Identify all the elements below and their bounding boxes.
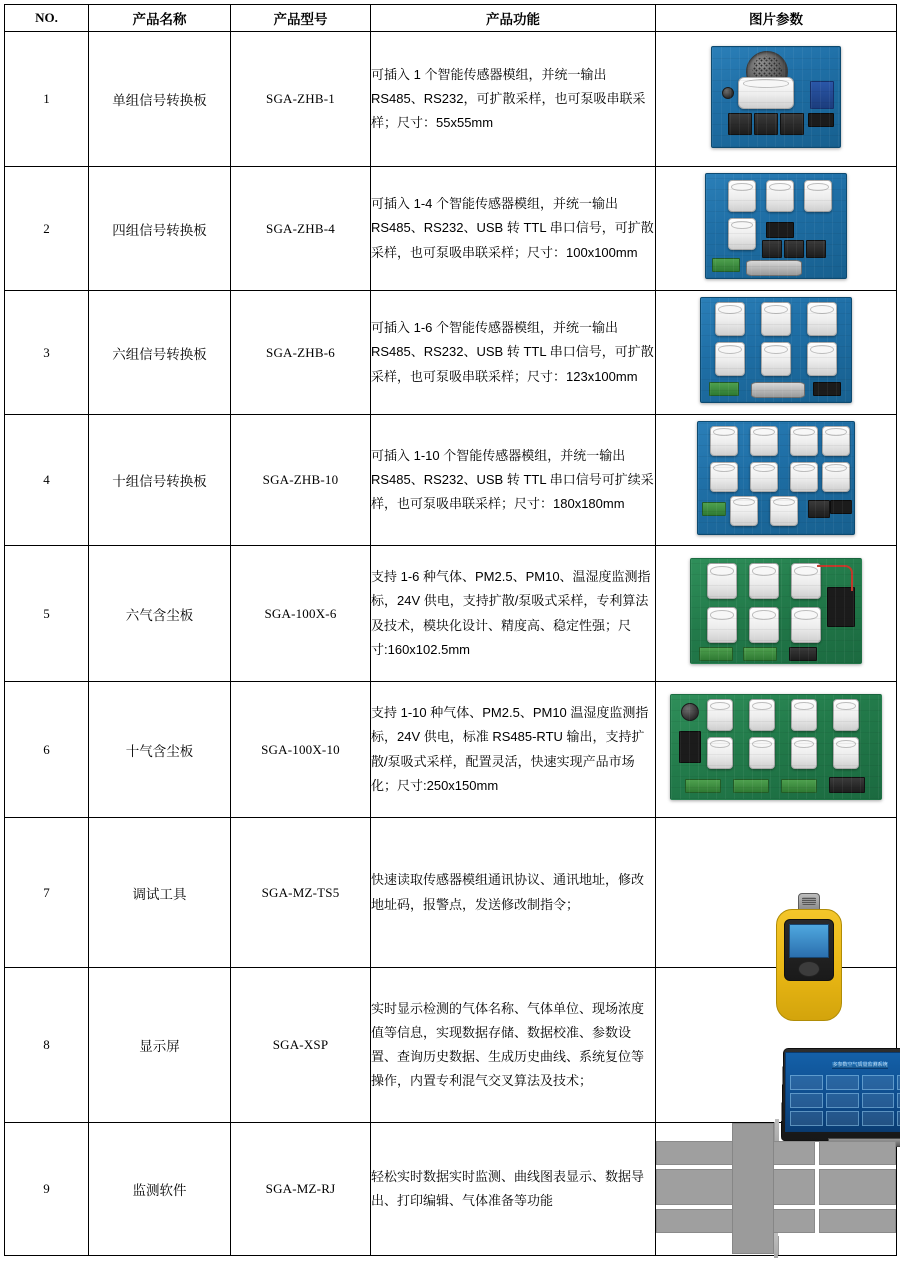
column-header-no: NO. [5, 5, 89, 32]
readout-cell [790, 1111, 823, 1126]
monitoring-software-screenshot-image [656, 1122, 896, 1255]
column-header-name: 产品名称 [89, 5, 231, 32]
row-product-function: 可插入 1-4 个智能传感器模组，并统一输出 RS485、RS232、USB 转 TTL 串口信号，可扩散采样，也可泵吸串联采样；尺寸：100x100mm [371, 167, 656, 291]
table-row [5, 968, 897, 1123]
single-channel-converter-board-image [711, 46, 841, 153]
row-product-function: 快速读取传感器模组通讯协议、通讯地址，修改地址码，报警点，发送修改制指令； [371, 818, 656, 968]
readout-cell [790, 1093, 823, 1108]
row-no: 8 [5, 968, 89, 1123]
display-panel [785, 1052, 900, 1132]
display-readout-grid [786, 1071, 900, 1130]
six-channel-converter-board-image [700, 297, 852, 408]
column-header-model: 产品型号 [231, 5, 371, 32]
readout-cell [826, 1093, 859, 1108]
row-product-model: SGA-100X-6 [231, 546, 371, 682]
row-product-name: 显示屏 [89, 968, 231, 1123]
table-header-row [5, 5, 897, 32]
ten-channel-converter-board-image [697, 421, 855, 540]
row-product-function: 支持 1-6 种气体、PM2.5、PM10、温湿度监测指标，24V 供电，支持扩散/泵吸式采样，专利算法及技术，模块化设计、精度高、稳定性强；尺寸:160x102.5mm [371, 546, 656, 682]
table-body [5, 32, 897, 1256]
row-product-model: SGA-100X-10 [231, 682, 371, 818]
row-product-image [656, 818, 897, 968]
row-product-name: 单组信号转换板 [89, 32, 231, 167]
row-product-image [656, 1123, 897, 1256]
row-product-model: SGA-ZHB-10 [231, 415, 371, 546]
table-row [5, 167, 897, 291]
row-product-function: 轻松实时数据实时监测、曲线图表显示、数据导出、打印编辑、气体准备等功能 [371, 1123, 656, 1256]
software-row [656, 1169, 896, 1205]
row-product-name: 六气含尘板 [89, 546, 231, 682]
readout-cell [862, 1075, 895, 1090]
software-panel [819, 1209, 896, 1233]
row-no: 9 [5, 1123, 89, 1256]
table-row [5, 1123, 897, 1256]
six-gas-dust-board-image [690, 558, 862, 669]
row-no: 3 [5, 291, 89, 415]
row-product-function: 支持 1-10 种气体、PM2.5、PM10 温湿度监测指标，24V 供电，标准 RS485-RTU 输出，支持扩散/泵吸式采样，配置灵活，快速实现产品市场化；尺寸:250x150mm [371, 682, 656, 818]
row-no: 5 [5, 546, 89, 682]
row-product-image [656, 415, 897, 546]
product-table [4, 4, 897, 1256]
software-workspace [656, 1122, 896, 1255]
row-product-image [656, 167, 897, 291]
row-product-image [656, 546, 897, 682]
row-product-name: 十气含尘板 [89, 682, 231, 818]
row-no: 6 [5, 682, 89, 818]
software-panel [819, 1141, 896, 1165]
readout-cell [826, 1075, 859, 1090]
row-product-model: SGA-ZHB-6 [231, 291, 371, 415]
table-row [5, 415, 897, 546]
row-no: 7 [5, 818, 89, 968]
software-panel [656, 1141, 733, 1165]
row-product-name: 监测软件 [89, 1123, 231, 1256]
software-row [656, 1209, 896, 1233]
row-product-name: 四组信号转换板 [89, 167, 231, 291]
row-no: 1 [5, 32, 89, 167]
row-product-function: 实时显示检测的气体名称、气体单位、现场浓度值等信息，实现数据存储、数据校准、参数设置、查询历史数据、生成历史曲线、系统复位等操作，内置专利混气交叉算法及技术； [371, 968, 656, 1123]
row-product-function: 可插入 1-6 个智能传感器模组，并统一输出 RS485、RS232、USB 转 TTL 串口信号，可扩散采样，也可泵吸串联采样；尺寸：123x100mm [371, 291, 656, 415]
software-panel [656, 1169, 733, 1205]
detector-keypad [798, 961, 820, 977]
table-header [5, 5, 897, 32]
software-sidebar [732, 1123, 774, 1254]
row-product-function: 可插入 1-10 个智能传感器模组，并统一输出 RS485、RS232、USB 转 TTL 串口信号可扩续采样，也可泵吸串联采样；尺寸：180x180mm [371, 415, 656, 546]
software-panel [819, 1169, 896, 1205]
row-product-image [656, 32, 897, 167]
detector-screen [789, 924, 829, 958]
column-header-function: 产品功能 [371, 5, 656, 32]
row-no: 4 [5, 415, 89, 546]
ten-gas-dust-board-image [670, 694, 882, 805]
row-product-name: 调试工具 [89, 818, 231, 968]
display-screen-title: 多参数空气质量监测系统 [832, 1062, 888, 1068]
table-row [5, 32, 897, 167]
row-product-model: SGA-ZHB-4 [231, 167, 371, 291]
row-product-model: SGA-MZ-TS5 [231, 818, 371, 968]
column-header-image: 图片参数 [656, 5, 897, 32]
table-row [5, 818, 897, 968]
row-product-image [656, 291, 897, 415]
table-row [5, 682, 897, 818]
row-product-model: SGA-ZHB-1 [231, 32, 371, 167]
row-product-image [656, 682, 897, 818]
row-product-model: SGA-XSP [231, 968, 371, 1123]
table-row [5, 291, 897, 415]
readout-cell [862, 1093, 895, 1108]
table-row [5, 546, 897, 682]
software-panel [656, 1209, 733, 1233]
software-row [656, 1141, 896, 1165]
row-no: 2 [5, 167, 89, 291]
readout-cell [790, 1075, 823, 1090]
row-product-model: SGA-MZ-RJ [231, 1123, 371, 1256]
row-product-name: 六组信号转换板 [89, 291, 231, 415]
four-channel-converter-board-image [705, 173, 847, 284]
readout-cell [862, 1111, 895, 1126]
readout-cell [826, 1111, 859, 1126]
row-product-name: 十组信号转换板 [89, 415, 231, 546]
row-product-function: 可插入 1 个智能传感器模组，并统一输出 RS485、RS232，可扩散采样，也可泵吸串联采样；尺寸：55x55mm [371, 32, 656, 167]
